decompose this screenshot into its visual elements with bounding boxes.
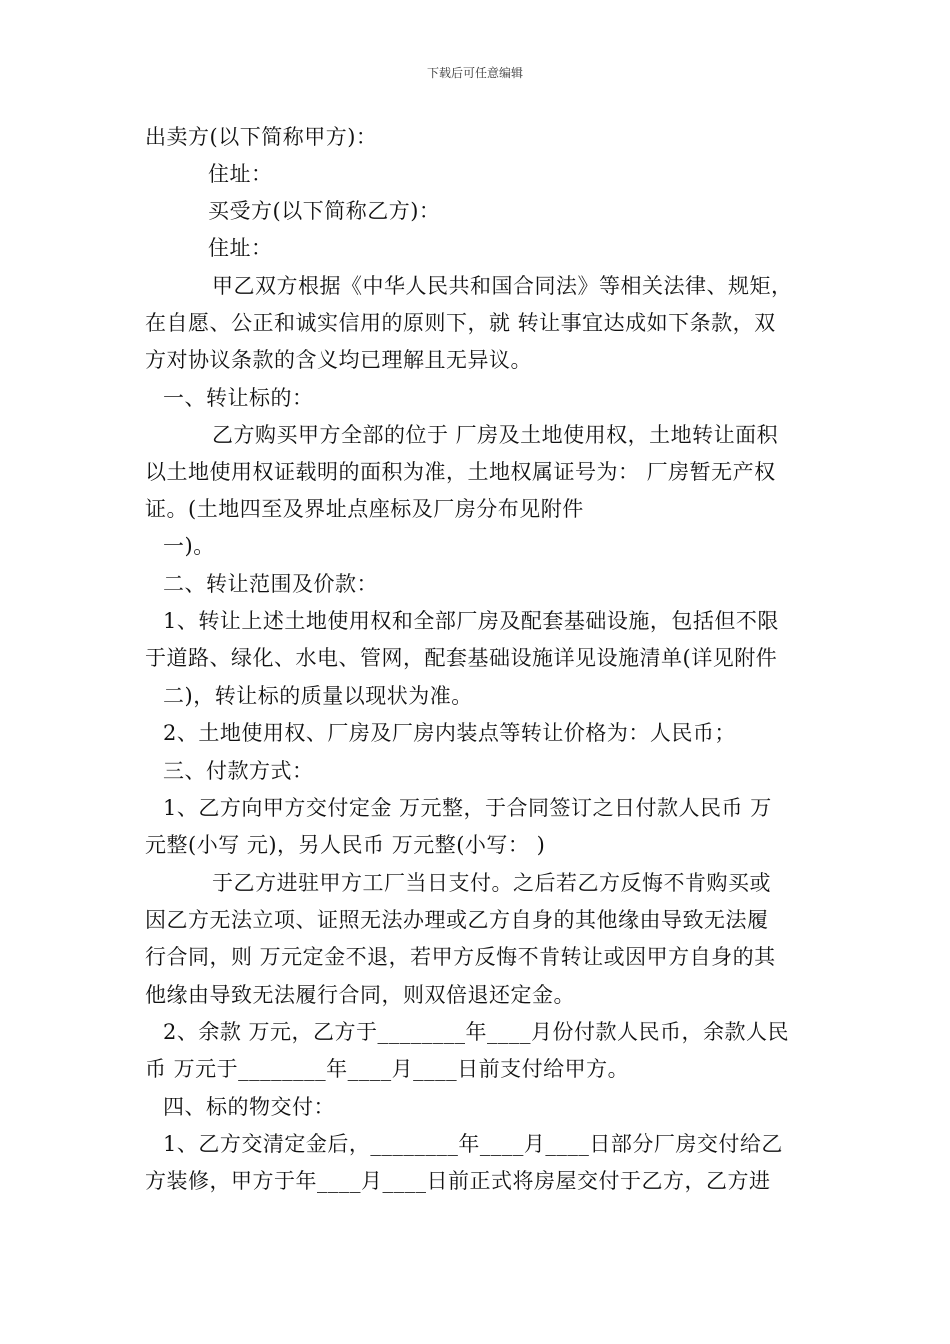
contract-line: 住址： [208, 236, 273, 260]
contract-line: 行合同，则 万元定金不退，若甲方反悔不肯转让或因甲方自身的其 [145, 945, 776, 969]
contract-line: 于乙方进驻甲方工厂当日支付。之后若乙方反悔不肯购买或 [212, 871, 771, 895]
contract-line: 2、土地使用权、厂房及厂房内装点等转让价格为：人民币； [163, 721, 736, 745]
contract-line: 于道路、绿化、水电、管网，配套基础设施详见设施清单(详见附件 [145, 646, 778, 670]
contract-line: 一、转让标的： [163, 386, 314, 410]
contract-line: 方装修，甲方于年____月____日前正式将房屋交付于乙方，乙方进 [145, 1169, 771, 1193]
contract-line: 二)，转让标的质量以现状为准。 [163, 684, 473, 708]
contract-line: 因乙方无法立项、证照无法办理或乙方自身的其他缘由导致无法履 [145, 908, 769, 932]
contract-line: 住址： [208, 162, 273, 186]
contract-line: 甲乙双方根据《中华人民共和国合同法》等相关法律、规矩， [212, 274, 793, 298]
contract-line: 买受方(以下简称乙方)： [208, 199, 441, 223]
contract-line: 元整(小写 元)，另人民币 万元整(小写： ) [145, 833, 546, 857]
contract-line: 三、付款方式： [163, 759, 314, 783]
contract-line: 在自愿、公正和诚实信用的原则下，就 转让事宜达成如下条款，双 [145, 311, 776, 335]
page-header-note: 下载后可任意编辑 [426, 66, 523, 80]
contract-line: 一)。 [163, 534, 215, 558]
contract-line: 1、乙方交清定金后，________年____月____日部分厂房交付给乙 [163, 1132, 783, 1156]
contract-line: 1、乙方向甲方交付定金 万元整，于合同签订之日付款人民币 万 [163, 796, 772, 820]
contract-line: 乙方购买甲方全部的位于 厂房及土地使用权，土地转让面积 [212, 423, 779, 447]
contract-line: 币 万元于________年____月____日前支付给甲方。 [145, 1057, 630, 1081]
contract-line: 1、转让上述土地使用权和全部厂房及配套基础设施，包括但不限 [163, 609, 779, 633]
contract-line: 四、标的物交付： [163, 1095, 335, 1119]
contract-line: 二、转让范围及价款： [163, 572, 378, 596]
contract-line: 他缘由导致无法履行合同，则双倍退还定金。 [145, 983, 575, 1007]
contract-line: 方对协议条款的含义均已理解且无异议。 [145, 348, 532, 372]
contract-line: 以土地使用权证载明的面积为准，土地权属证号为： 厂房暂无产权 [145, 460, 776, 484]
contract-line: 出卖方(以下简称甲方)： [145, 125, 378, 149]
contract-line: 证。(土地四至及界址点座标及厂房分布见附件 [145, 497, 584, 521]
contract-line: 2、余款 万元，乙方于________年____月份付款人民币，余款人民 [163, 1020, 790, 1044]
